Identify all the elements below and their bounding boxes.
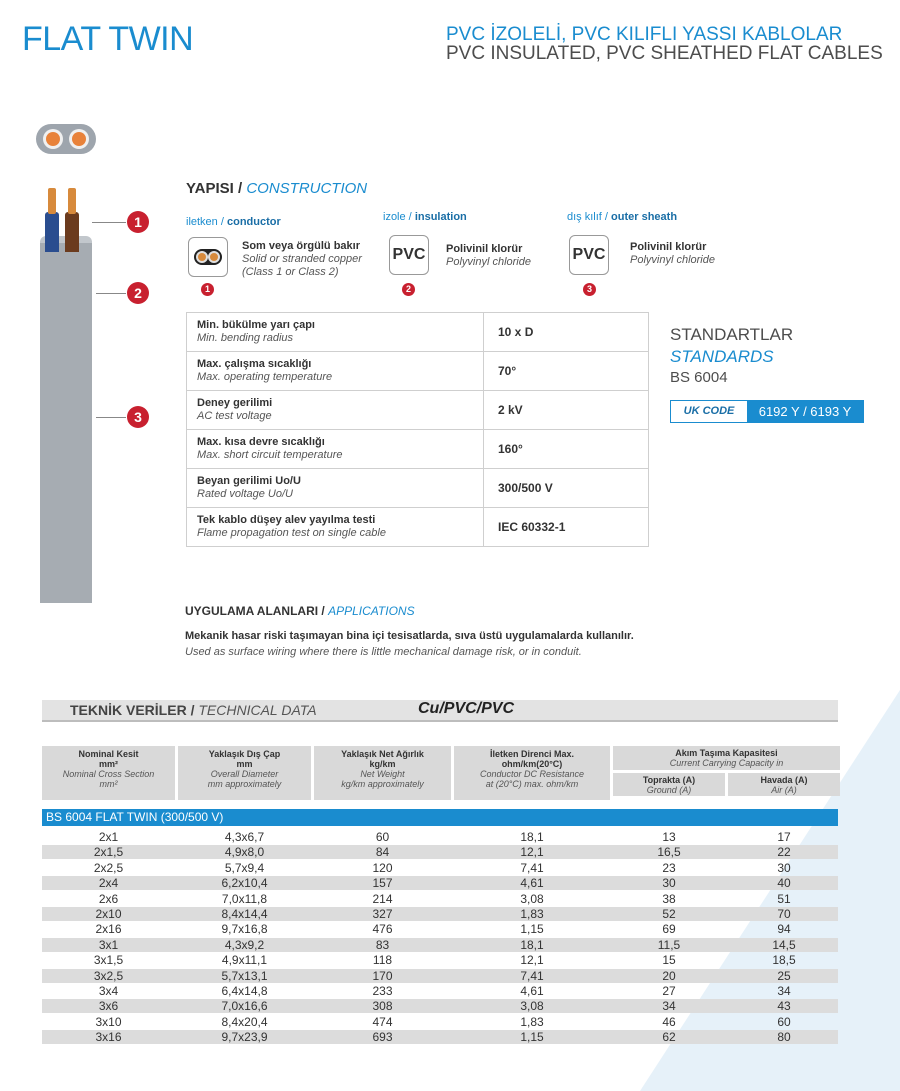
conductor-label: iletken / conductor bbox=[186, 216, 281, 228]
subtitle-en: PVC INSULATED, PVC SHEATHED FLAT CABLES bbox=[446, 43, 883, 64]
technical-data-divider bbox=[42, 720, 838, 722]
property-row: Max. kısa devre sıcaklığı Max. short circuit temperature 160° bbox=[187, 430, 649, 469]
conductor-description: Som veya örgülü bakır Solid or stranded copper (Class 1 or Class 2) bbox=[242, 240, 362, 278]
cell-weight: 327 bbox=[372, 907, 393, 921]
cell-ground-capacity: 20 bbox=[662, 968, 676, 983]
cell-cross-section: 2x4 bbox=[98, 876, 119, 891]
cell-diameter: 6,2x10,4 bbox=[221, 876, 268, 891]
cell-air-capacity: 51 bbox=[777, 891, 791, 906]
property-row: Deney gerilimi AC test voltage 2 kV bbox=[187, 391, 649, 430]
cell-diameter: 8,4x14,4 bbox=[221, 907, 268, 921]
applications-heading: UYGULAMA ALANLARI / APPLICATIONS bbox=[185, 604, 415, 618]
technical-data-heading: TEKNİK VERİLER / TECHNICAL DATA bbox=[70, 702, 317, 718]
standards-value: BS 6004 bbox=[670, 369, 728, 386]
cell-air-capacity: 40 bbox=[777, 876, 791, 891]
cell-diameter: 4,3x6,7 bbox=[224, 830, 265, 844]
cell-weight: 693 bbox=[372, 1030, 393, 1045]
cell-diameter: 9,7x23,9 bbox=[221, 1030, 268, 1045]
cell-cross-section: 3x10 bbox=[95, 1014, 122, 1029]
cell-ground-capacity: 23 bbox=[662, 860, 676, 875]
cell-ground-capacity: 11,5 bbox=[657, 937, 681, 952]
cell-air-capacity: 80 bbox=[777, 1030, 791, 1045]
marker-1: 1 bbox=[127, 211, 149, 233]
table-row bbox=[42, 1015, 838, 1029]
cell-ground-capacity: 15 bbox=[662, 953, 676, 968]
cell-ground-capacity: 30 bbox=[662, 876, 676, 891]
marker-2: 2 bbox=[127, 282, 149, 304]
cell-ground-capacity: 16,5 bbox=[657, 845, 681, 860]
cell-cross-section: 3x16 bbox=[95, 1030, 122, 1045]
cell-weight: 60 bbox=[375, 830, 390, 844]
cell-cross-section: 2x10 bbox=[95, 907, 122, 921]
cell-cross-section: 3x4 bbox=[98, 984, 119, 998]
cell-diameter: 4,9x8,0 bbox=[224, 845, 265, 860]
table-row bbox=[42, 830, 838, 844]
cell-diameter: 7,0x16,6 bbox=[221, 999, 268, 1014]
table-row bbox=[42, 999, 838, 1013]
col-header-capacity: Akım Taşıma Kapasitesi Current Carrying Capacity in bbox=[613, 746, 840, 770]
cable-cross-section-image bbox=[36, 124, 96, 154]
cell-diameter: 9,7x16,8 bbox=[221, 922, 268, 937]
cell-ground-capacity: 38 bbox=[662, 891, 676, 906]
table-row bbox=[42, 922, 838, 936]
col-header-cross-section: Nominal Kesit mm² Nominal Cross Section mm² bbox=[42, 746, 175, 800]
cell-air-capacity: 18,5 bbox=[772, 953, 796, 968]
cell-resistance: 4,61 bbox=[520, 984, 544, 998]
cell-weight: 308 bbox=[372, 999, 393, 1014]
table-row bbox=[42, 845, 838, 859]
cell-air-capacity: 17 bbox=[777, 830, 791, 844]
cell-resistance: 12,1 bbox=[520, 845, 544, 860]
table-row bbox=[42, 907, 838, 921]
leader-line-3 bbox=[96, 417, 126, 418]
cell-air-capacity: 30 bbox=[777, 860, 791, 875]
cell-cross-section: 2x1,5 bbox=[93, 845, 124, 860]
table-row bbox=[42, 1030, 838, 1044]
cell-air-capacity: 14,5 bbox=[772, 937, 796, 952]
cell-resistance: 7,41 bbox=[520, 860, 544, 875]
insulation-description: Polivinil klorür Polyvinyl chloride bbox=[446, 243, 531, 268]
cell-ground-capacity: 52 bbox=[662, 907, 676, 921]
table-row bbox=[42, 892, 838, 906]
cell-air-capacity: 60 bbox=[777, 1014, 791, 1029]
cell-weight: 157 bbox=[372, 876, 393, 891]
table-row bbox=[42, 938, 838, 952]
cell-diameter: 4,3x9,2 bbox=[224, 937, 265, 952]
cell-cross-section: 2x6 bbox=[98, 891, 119, 906]
table-row bbox=[42, 984, 838, 998]
cell-weight: 170 bbox=[372, 968, 393, 983]
outer-sheath-description: Polivinil klorür Polyvinyl chloride bbox=[630, 241, 715, 266]
cell-resistance: 3,08 bbox=[520, 891, 544, 906]
cell-diameter: 5,7x13,1 bbox=[221, 968, 268, 983]
col-header-air: Havada (A) Air (A) bbox=[728, 773, 840, 796]
subtitle-tr: PVC İZOLELİ, PVC KILIFLI YASSI KABLOLAR bbox=[446, 24, 843, 45]
conductor-number: 1 bbox=[201, 283, 214, 296]
cell-weight: 233 bbox=[372, 984, 393, 998]
cell-cross-section: 2x2,5 bbox=[93, 860, 124, 875]
uk-code-label: UK CODE bbox=[671, 401, 747, 422]
cell-ground-capacity: 13 bbox=[662, 830, 676, 844]
cell-ground-capacity: 27 bbox=[662, 984, 676, 998]
leader-line-1 bbox=[92, 222, 126, 223]
cell-cross-section: 2x1 bbox=[98, 830, 119, 844]
marker-3: 3 bbox=[127, 406, 149, 428]
col-header-weight: Yaklaşık Net Ağırlık kg/km Net Weight kg/km approximately bbox=[314, 746, 451, 800]
uk-code-badge bbox=[670, 400, 864, 423]
cell-diameter: 6,4x14,8 bbox=[221, 984, 268, 998]
material-label: Cu/PVC/PVC bbox=[418, 700, 515, 717]
table-row bbox=[42, 969, 838, 983]
property-row: Tek kablo düşey alev yayılma testi Flame propagation test on single cable IEC 60332-1 bbox=[187, 508, 649, 547]
cell-air-capacity: 34 bbox=[777, 984, 791, 998]
property-row: Min. bükülme yarı çapı Min. bending radius 10 x D bbox=[187, 313, 649, 352]
standards-title-en: STANDARDS bbox=[670, 347, 774, 366]
outer-sheath-icon: PVC bbox=[569, 235, 609, 275]
cell-weight: 474 bbox=[372, 1014, 393, 1029]
cell-air-capacity: 94 bbox=[777, 922, 791, 937]
cell-cross-section: 3x1 bbox=[98, 937, 119, 952]
leader-line-2 bbox=[96, 293, 126, 294]
cell-resistance: 3,08 bbox=[520, 999, 544, 1014]
table-row bbox=[42, 861, 838, 875]
cell-diameter: 8,4x20,4 bbox=[221, 1014, 268, 1029]
cell-ground-capacity: 34 bbox=[662, 999, 676, 1014]
cell-weight: 214 bbox=[372, 891, 393, 906]
cell-ground-capacity: 46 bbox=[662, 1014, 676, 1029]
cell-ground-capacity: 62 bbox=[662, 1030, 676, 1045]
cell-resistance: 7,41 bbox=[520, 968, 544, 983]
cell-resistance: 1,83 bbox=[520, 1014, 544, 1029]
standards-title-tr: STANDARTLAR bbox=[670, 325, 794, 344]
cell-cross-section: 3x6 bbox=[98, 999, 119, 1014]
cell-resistance: 1,15 bbox=[520, 1030, 544, 1045]
outer-sheath-label: dış kılıf / outer sheath bbox=[567, 211, 678, 223]
cell-air-capacity: 25 bbox=[777, 968, 791, 983]
cell-air-capacity: 22 bbox=[777, 845, 791, 860]
cell-resistance: 12,1 bbox=[520, 953, 544, 968]
cell-resistance: 1,15 bbox=[520, 922, 544, 937]
cell-weight: 476 bbox=[372, 922, 393, 937]
cable-cores-image bbox=[45, 200, 85, 250]
property-row: Max. çalışma sıcaklığı Max. operating temperature 70° bbox=[187, 352, 649, 391]
cell-resistance: 18,1 bbox=[520, 830, 544, 844]
table-row bbox=[42, 876, 838, 890]
cell-resistance: 18,1 bbox=[520, 937, 544, 952]
cell-diameter: 7,0x11,8 bbox=[221, 891, 268, 906]
table-row bbox=[42, 953, 838, 967]
cell-weight: 120 bbox=[372, 860, 393, 875]
cell-cross-section: 2x16 bbox=[95, 922, 122, 937]
cell-weight: 83 bbox=[375, 937, 390, 952]
conductor-icon bbox=[188, 237, 228, 277]
construction-heading: YAPISI / CONSTRUCTION bbox=[186, 180, 368, 197]
uk-code-value: 6192 Y / 6193 Y bbox=[747, 401, 863, 422]
cell-ground-capacity: 69 bbox=[662, 922, 676, 937]
col-header-ground: Toprakta (A) Ground (A) bbox=[613, 773, 725, 796]
insulation-label: izole / insulation bbox=[383, 211, 467, 223]
cell-resistance: 1,83 bbox=[520, 907, 544, 921]
insulation-number: 2 bbox=[402, 283, 415, 296]
outer-sheath-number: 3 bbox=[583, 283, 596, 296]
cell-weight: 118 bbox=[372, 953, 393, 968]
col-header-resistance: İletken Direnci Max. ohm/km(20°C) Conductor DC Resistance at (20°C) max. ohm/km bbox=[454, 746, 610, 800]
col-header-diameter: Yaklaşık Dış Çap mm Overall Diameter mm approximately bbox=[178, 746, 311, 800]
cell-diameter: 5,7x9,4 bbox=[224, 860, 265, 875]
cell-air-capacity: 43 bbox=[777, 999, 791, 1014]
group-label: BS 6004 FLAT TWIN (300/500 V) bbox=[46, 810, 224, 824]
cell-cross-section: 3x1,5 bbox=[93, 953, 124, 968]
cell-diameter: 4,9x11,1 bbox=[221, 953, 268, 968]
group-label-bar bbox=[42, 809, 838, 826]
cell-resistance: 4,61 bbox=[520, 876, 544, 891]
cell-cross-section: 3x2,5 bbox=[93, 968, 124, 983]
cable-illustration bbox=[40, 243, 92, 603]
applications-text-tr: Mekanik hasar riski taşımayan bina içi tesisatlarda, sıva üstü uygulamalarda kullanılır. bbox=[185, 630, 634, 642]
properties-table bbox=[186, 312, 649, 547]
insulation-icon: PVC bbox=[389, 235, 429, 275]
property-row: Beyan gerilimi Uo/U Rated voltage Uo/U 300/500 V bbox=[187, 469, 649, 508]
page-title: FLAT TWIN bbox=[22, 20, 194, 58]
cell-air-capacity: 70 bbox=[777, 907, 791, 921]
cell-weight: 84 bbox=[375, 845, 390, 860]
applications-text-en: Used as surface wiring where there is little mechanical damage risk, or in conduit. bbox=[185, 646, 582, 658]
